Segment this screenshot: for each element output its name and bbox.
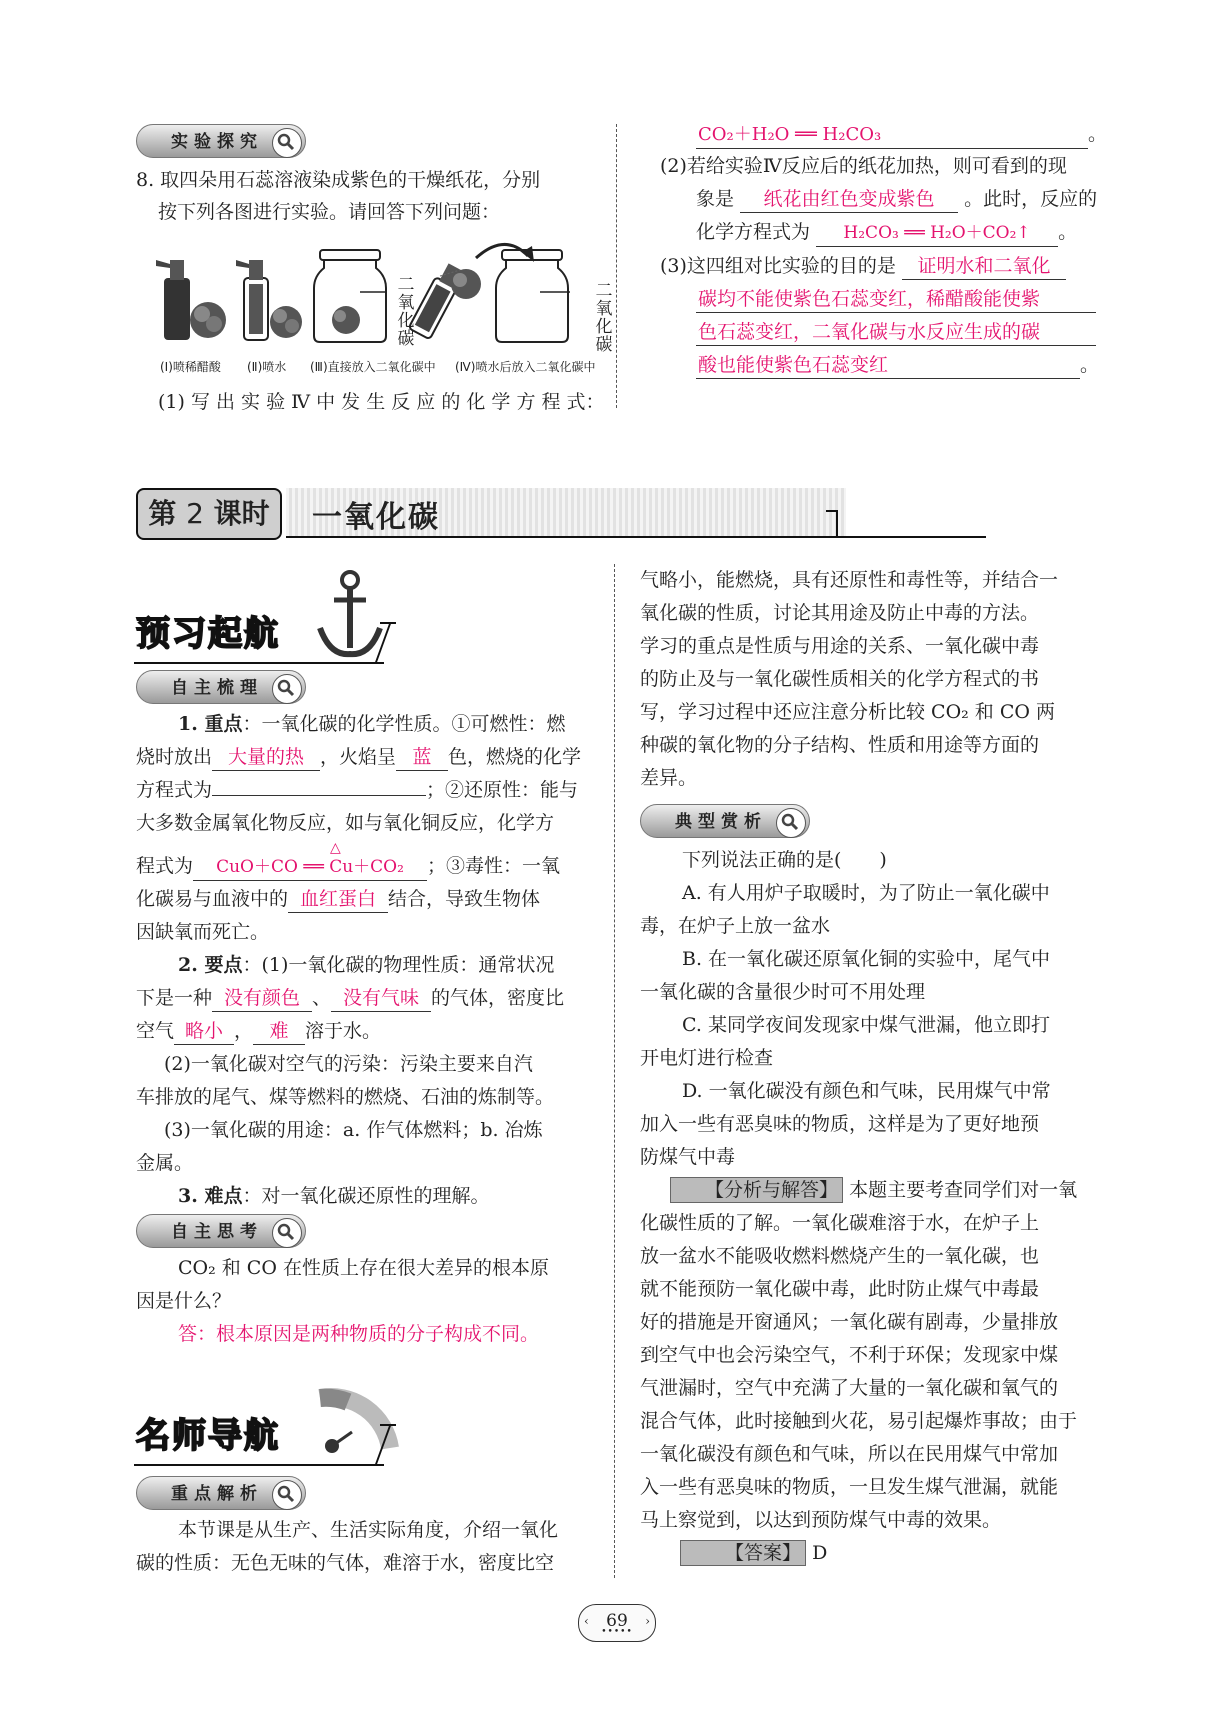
caption-2: (Ⅱ)喷水 [247, 360, 287, 374]
analysis-tag: 【分析与解答】 [670, 1177, 843, 1203]
blank-colorless: 没有颜色 [212, 985, 312, 1012]
q1-answer-blank: CO₂＋H₂O ══ H₂CO₃ [696, 122, 1088, 149]
q3-answer-4: 酸也能使紫色石蕊变红 [696, 352, 1080, 379]
magnifier-icon [776, 808, 806, 838]
spray-bottle-icon [236, 260, 268, 340]
lesson-banner [136, 488, 852, 546]
think-answer: 答：根本原因是两种物质的分子构成不同。 [178, 1323, 540, 1345]
blank-cuo-eq: CuO＋CO ══ Cu＋CO₂ [193, 854, 427, 881]
co2-label-jar3: 二 氧 化 碳 [397, 275, 415, 349]
blank-slightly-less: 略小 [174, 1018, 234, 1045]
magnifier-icon [272, 1218, 302, 1248]
magnifier-icon [272, 674, 302, 704]
blank-blue: 蓝 [396, 744, 448, 771]
experiment-figure [150, 236, 620, 356]
gas-jar-icon [496, 250, 570, 342]
caption-1: (Ⅰ)喷稀醋酸 [160, 360, 221, 374]
example-content: 下列说法正确的是( ) A. 有人用炉子取暖时，为了防止一氧化碳中 毒，在炉子上放一盆水 B. 在一氧化碳还原氧化铜的实验中，尾气中 一氧化碳的含量很少时可不用处理 C. 某同学夜间发现家中煤气泄漏，他立即打 开电灯进行检查 D. 一氧化碳没有颜色和气味，民用煤气中常 加入一些有恶臭味的物质，这样是为了更好地预 防煤气中毒 【分析与解答】 本题主要考查同学们对一氧 化碳性质的了解。一氧化碳难溶于水，在炉子上 放一盆水不能吸收燃料燃烧产生的一氧化碳，也 就不能预防一氧化碳中毒，此时防止煤气中毒最 好的措施是开窗通风；一氧化碳有剧毒，少量排放 到空气中也会污染空气，不利于环保；发现家中煤 气泄漏时，空气中充满了大量的一氧化碳和氧气的 混合气体，此时接触到火花，易引起爆炸事故；由于 一氧化碳没有颜色和气味，所以在民用煤气中常加 入一些有恶臭味的物质，一旦发生煤气泄漏，就能 马上察觉到，以达到预防煤气中毒的效果。 【答案】 D [640, 849, 1078, 1564]
preview-section-header: 预习起航 [134, 596, 394, 666]
chevron-right-icon: › [645, 1614, 650, 1628]
q3-answer-1: 证明水和二氧化 [902, 253, 1066, 280]
column-divider [616, 124, 617, 408]
magnifier-icon [272, 1480, 302, 1510]
caption-3: (Ⅲ)直接放入二氧化碳中 [310, 360, 436, 374]
blank-hard: 难 [253, 1018, 305, 1045]
question-8-line1: 8. 取四朵用石蕊溶液染成紫色的干燥纸花，分别 [136, 169, 541, 191]
blank-odorless: 没有气味 [331, 985, 431, 1012]
chevron-left-icon: ‹ [584, 1614, 589, 1628]
lesson-title: 一氧化碳 [312, 500, 440, 535]
q3-answer-3: 色石蕊变红，二氧化碳与水反应生成的碳 [696, 319, 1096, 346]
q2-line1: (2)若给实验Ⅳ反应后的纸花加热，则可看到的现 [660, 155, 1067, 177]
q3-answer-2: 碳均不能使紫色石蕊变红，稀醋酸能使紫 [696, 286, 1096, 313]
co2-label-jar4: 二 氧 化 碳 [595, 281, 613, 355]
gauge-icon [300, 1378, 400, 1468]
review-content: 1. 重点：一氧化碳的化学性质。①可燃性：燃 烧时放出 大量的热 ，火焰呈 蓝 色，燃烧的化学 方程式为 ；②还原性：能与 大多数金属氧化物反应，如与氧化铜反应，化学方 程式为 CuO＋CO ══ Cu＋CO₂ ；③毒性：一氧 △ 化碳易与血液中的 血红蛋白 结合，导致生物体 因缺氧而死亡。 2. 要点：(1)一氧化碳的物理性质：通常状况 下是一种 没有颜色 、 没有气味 的气体，密度比 空气 略小 ， 难 溶于水。 (2)一氧化碳对空气的污染：污染主要来自汽 车排放的尾气、煤等燃料的燃烧、石油的炼制等。 (3)一氧化碳的用途：a. 作气体燃料；b. 冶炼 金属。 3. 难点：对一氧化碳还原性的理解。 [136, 713, 582, 1207]
blank-heat: 大量的热 [212, 744, 320, 771]
key-analysis-pill: 重点解析 [136, 1476, 306, 1510]
typical-example-pill: 典型赏析 [640, 804, 810, 838]
page-number-badge: ‹ 69 › ••••• [578, 1604, 656, 1642]
column-divider [614, 564, 615, 1578]
magnifier-icon [272, 128, 302, 158]
anchor-icon [300, 566, 400, 666]
experiment-explore-pill: 实验探究 [136, 124, 306, 158]
think-content: CO₂ 和 CO 在性质上存在很大差异的根本原 因是什么？ 答：根本原因是两种物质的分子构成不同。 [136, 1252, 596, 1351]
blank-combustion-eq [212, 795, 426, 796]
blank-hemoglobin: 血红蛋白 [288, 886, 388, 913]
gas-jar-icon [314, 250, 386, 342]
answer-tag: 【答案】 [680, 1540, 806, 1566]
page-number: 69 [606, 1611, 628, 1631]
spray-bottle-icon [156, 260, 190, 340]
lesson-tag: 第 2 课时 [136, 488, 282, 540]
question-8-part1: (1) 写 出 实 验 Ⅳ 中 发 生 反 应 的 化 学 方 程 式： [158, 391, 605, 413]
key-analysis-content: 本节课是从生产、生活实际角度，介绍一氧化 碳的性质：无色无味的气体，难溶于水，密度比空 [136, 1519, 559, 1574]
caption-4: (Ⅳ)喷水后放入二氧化碳中 [455, 360, 596, 374]
question-8-line2: 按下列各图进行实验。请回答下列问题： [158, 201, 501, 223]
answer-value: D [812, 1542, 828, 1564]
key-analysis-continued: 气略小，能燃烧，具有还原性和毒性等，并结合一 氧化碳的性质，讨论其用途及防止中毒的方法。 学习的重点是性质与用途的关系、一氧化碳中毒 的防止及与一氧化碳性质相关的化学方程式的书 写，学习过程中还应注意分析比较 CO₂ 和 CO 两 种碳的氧化物的分子结构、性质和用途等方面的 差异。 [640, 569, 1059, 789]
teacher-guide-section-header: 名师导航 [134, 1396, 394, 1466]
q2-equation-blank: H₂CO₃ ══ H₂O＋CO₂↑ [816, 220, 1058, 247]
self-review-pill: 自主梳理 [136, 670, 306, 704]
q2-phenomenon-blank: 纸花由红色变成紫色 [740, 186, 958, 213]
self-think-pill: 自主思考 [136, 1214, 306, 1248]
